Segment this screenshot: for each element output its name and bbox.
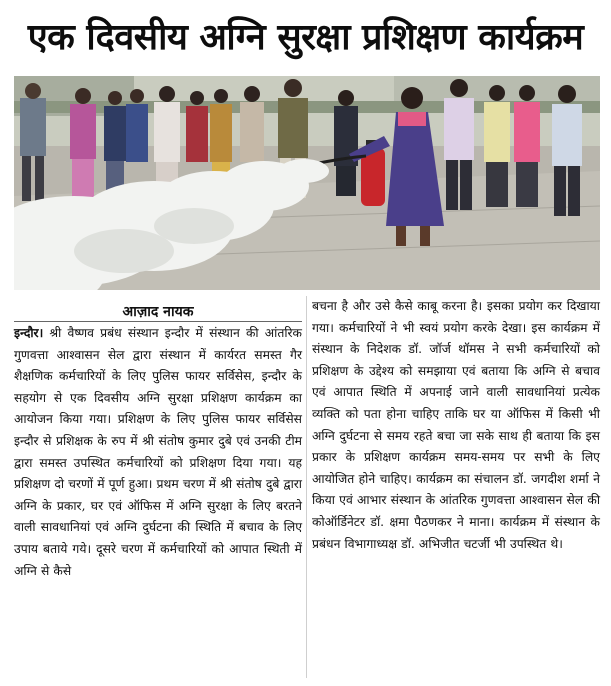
article-body-right: बचना है और उसे कैसे काबू करना है। इसका प्रयोग कर दिखाया गया। कर्मचारियों ने भी स्वयं प्रयोग करके देखा। इस कार्यक्रम में संस्थान के निदेशक डॉ. जॉर्ज थॉमस ने सभी कर्मचारियों को प्रशिक्षण के उद्देश्य को समझाया एवं बताया कि अग्नि से बचाव एवं आपात स्थिति में अपनाई जाने वाली सावधानियां प्रत्येक व्यक्ति को पता होना चाहिए ताकि घर या ऑफिस में किसी भी अग्नि दुर्घटना से समय रहते बचा जा सके साथ ही बताया कि इस प्रकार के प्रशिक्षण कार्यक्रम समय-समय पर सभी के लिए आयोजित होने चाहिए। कार्यक्रम का संचालन डॉ. जगदीश शर्मा ने किया एवं आभार संस्थान के आंतरिक गुणवत्ता आश्वासन सेल की कोऑर्डिनेटर डॉ. क्षमा पैठणकर ने माना। कार्यक्रम में संस्थान के प्रबंधन विभागाध्यक्ष डॉ. अभिजीत चटर्जी भी उपस्थित थे। (312, 299, 600, 551)
article-column-left (14, 322, 302, 582)
byline: आज़ाद नायक (122, 303, 194, 320)
headline: एक दिवसीय अग्नि सुरक्षा प्रशिक्षण कार्यक्रम (27, 16, 584, 58)
article-body-left: श्री वैष्णव प्रबंध संस्थान इन्दौर में संस्थान की आंतरिक गुणवत्ता आश्वासन सेल द्वारा संस्थान में कार्यरत समस्त गैर शैक्षणिक कर्मचारियों के लिए पुलिस फायर सर्विसेस, इन्दौर के सहयोग से एक दिवसीय अग्नि सुरक्षा प्रशिक्षण कार्यक्रम का आयोजन किया गया। प्रशिक्षण के लिए पुलिस फायर सर्विसेस इन्दौर से प्रशिक्षक के रुप में श्री संतोष कुमार दुबे एवं उनकी टीम द्वारा समस्त उपस्थित कर्मचारियों को प्रशिक्षण दिया गया। यह प्रशिक्षण दो चरणों में पूर्ण हुआ। प्रथम चरण में श्री संतोष दुबे द्वारा अग्नि के प्रकार, घर एवं ऑफिस में अग्नि सुरक्षा के लिए बरतने वाली सावधानियां एवं अग्नि दुर्घटना की स्थिति में बचाव के लिए उपाय बताये गये। दूसरे चरण में कर्मचारियों को आपात स्थिती में अग्नि से कैसे (14, 326, 302, 578)
dateline: इन्दौर। (14, 325, 44, 340)
column-divider (306, 296, 307, 678)
news-photo (14, 76, 600, 290)
article-column-right (312, 296, 600, 555)
